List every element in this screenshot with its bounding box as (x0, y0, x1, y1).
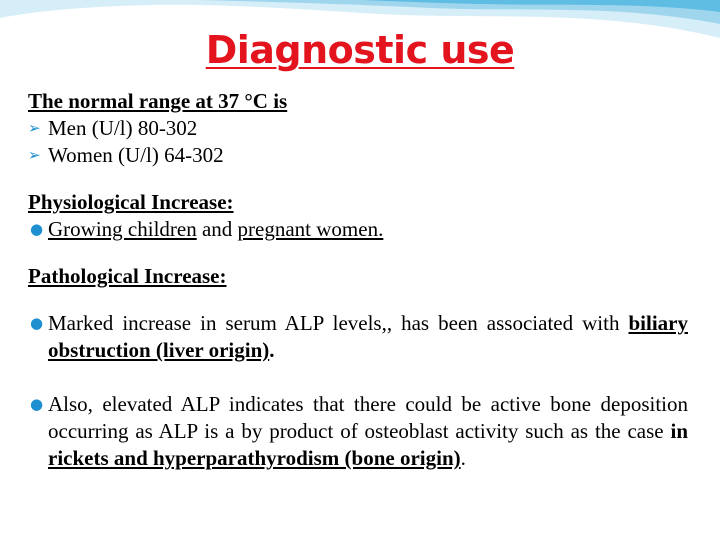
dot-bullet-icon: ● (30, 314, 44, 332)
list-item (28, 310, 688, 364)
normal-range-heading: The normal range at 37 °C is (28, 89, 288, 113)
range-men: Men (U/l) 80-302 (48, 116, 198, 140)
list-item (28, 216, 688, 243)
arrow-bullet-icon: ➢ (28, 146, 41, 164)
pregnant-women-text: pregnant women. (237, 217, 384, 241)
biliary-emphasis: biliary obstruction (liver origin) (48, 311, 688, 362)
biliary-text: Marked increase in serum ALP levels,, has been associated with (48, 311, 629, 335)
list-item (28, 115, 688, 142)
growing-children-text: Growing children (48, 217, 197, 241)
dot-bullet-icon: ● (30, 220, 44, 238)
bone-emphasis: rickets and hyperparathyrodism (bone origin) (48, 446, 461, 470)
bone-text: Also, elevated ALP indicates that there could be active bone deposition occurring as ALP is a by product of osteoblast activity such as the case (48, 392, 688, 443)
bone-in-text: in (670, 419, 688, 443)
dot-bullet-icon: ● (30, 395, 44, 413)
bone-end: . (460, 446, 466, 470)
arrow-bullet-icon: ➢ (28, 119, 41, 137)
pathological-heading: Pathological Increase: (28, 264, 227, 288)
conjunction-text: and (196, 217, 238, 241)
biliary-end: . (269, 338, 275, 362)
range-women: Women (U/l) 64-302 (48, 143, 224, 167)
list-item (28, 142, 688, 169)
slide-title: Diagnostic use (205, 28, 515, 72)
physiological-heading: Physiological Increase: (28, 190, 234, 214)
slide-body (28, 88, 688, 472)
list-item (28, 391, 688, 472)
